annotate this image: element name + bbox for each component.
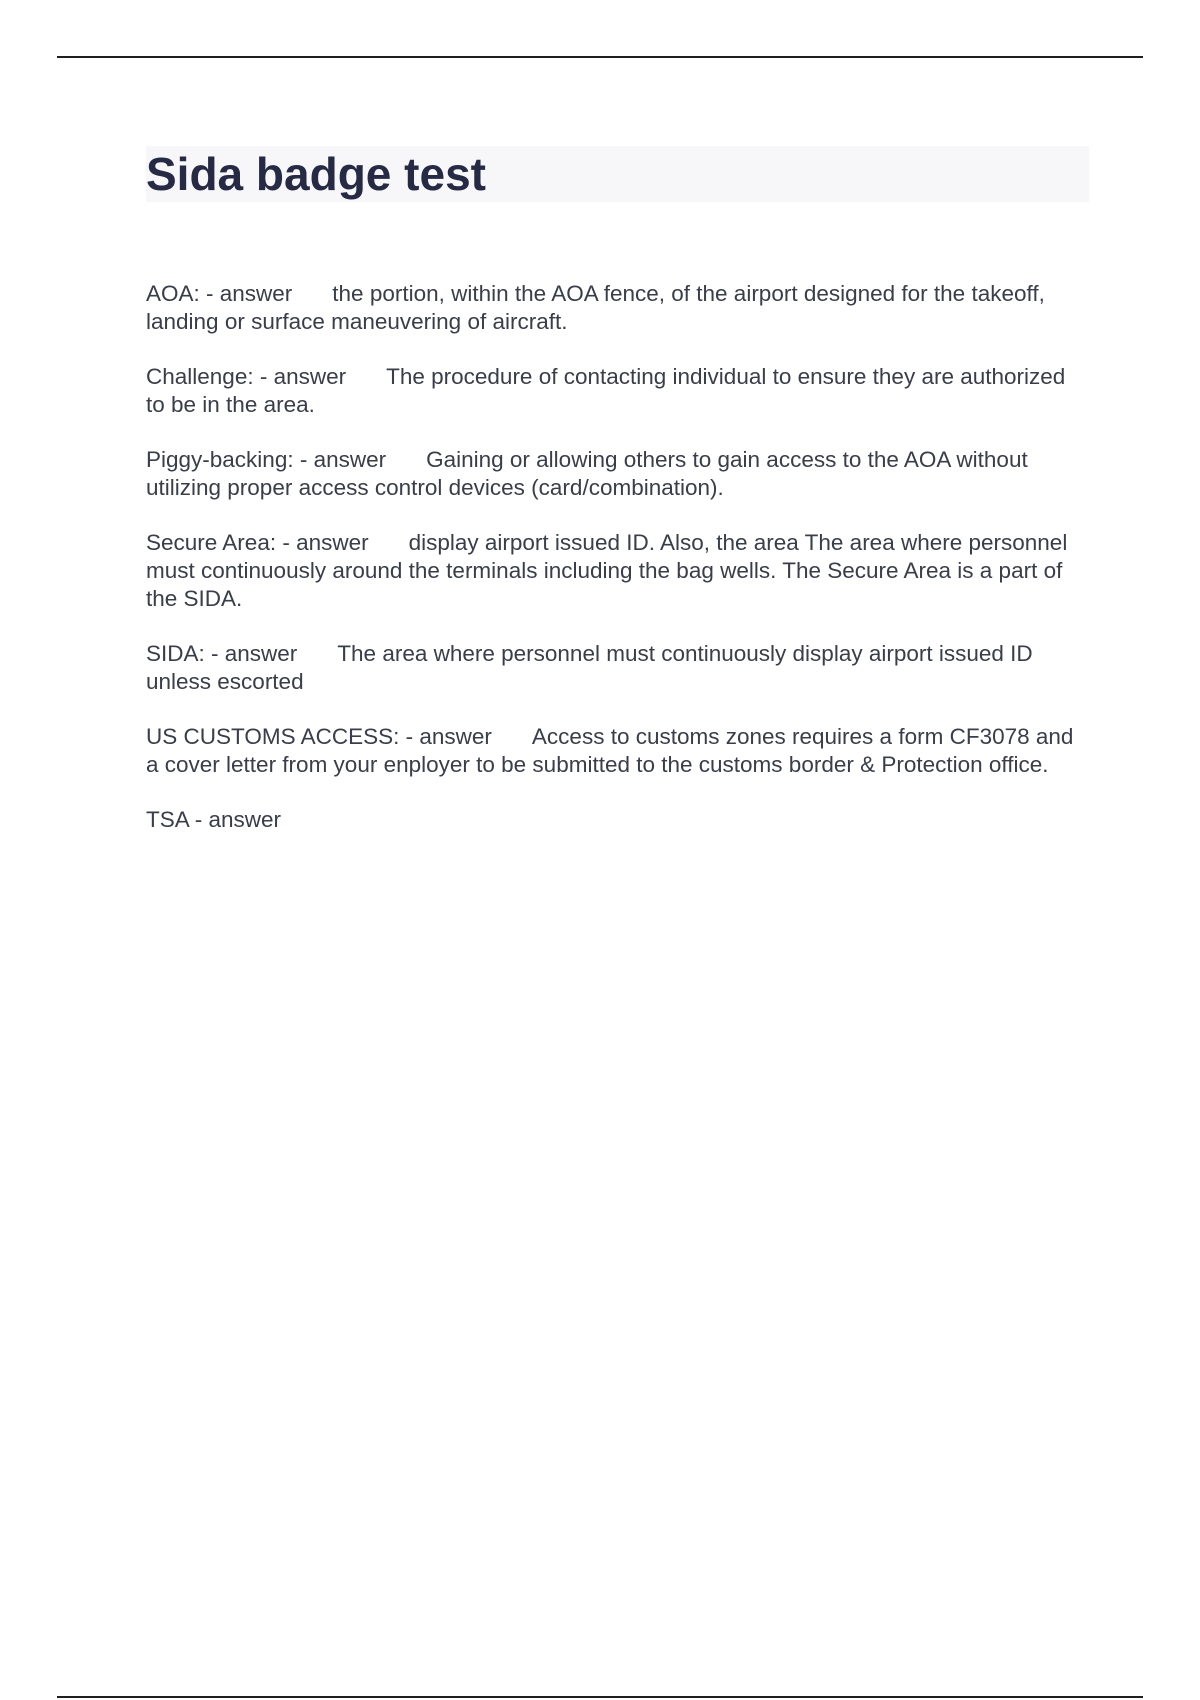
title-bar [146, 146, 1089, 202]
qa-term: US CUSTOMS ACCESS: - answer [146, 724, 492, 749]
qa-term: AOA: - answer [146, 281, 293, 306]
page-title: Sida badge test [146, 148, 486, 200]
qa-item-secure-area [146, 529, 1089, 613]
document-body [146, 146, 1089, 861]
qa-term: SIDA: - answer [146, 641, 298, 666]
qa-item-us-customs-access [146, 723, 1089, 779]
qa-item-piggy-backing [146, 446, 1089, 502]
qa-definition: Access to customs zones requires a form CF3078 and a cover letter from your enployer to be submitted to the customs border & Protection office. [146, 724, 1074, 777]
qa-definition: Gaining or allowing others to gain access to the AOA without utilizing proper access control devices (card/combination). [146, 447, 1028, 500]
bottom-rule [57, 1696, 1143, 1698]
qa-term: TSA - answer [146, 807, 282, 832]
qa-item-sida [146, 640, 1089, 696]
qa-item-tsa [146, 806, 1089, 834]
qa-definition: The procedure of contacting individual to ensure they are authorized to be in the area. [146, 364, 1066, 417]
top-rule [57, 56, 1143, 58]
qa-item-challenge [146, 363, 1089, 419]
qa-definition: The area where personnel must continuously display airport issued ID unless escorted [146, 641, 1033, 694]
qa-term: Secure Area: - answer [146, 530, 369, 555]
qa-term: Challenge: - answer [146, 364, 347, 389]
qa-definition: display airport issued ID. Also, the area The area where personnel must continuously around the terminals including the bag wells. The Secure Area is a part of the SIDA. [146, 530, 1068, 611]
qa-definition: the portion, within the AOA fence, of the airport designed for the takeoff, landing or surface maneuvering of aircraft. [146, 281, 1045, 334]
qa-term: Piggy-backing: - answer [146, 447, 387, 472]
qa-item-aoa [146, 280, 1089, 336]
